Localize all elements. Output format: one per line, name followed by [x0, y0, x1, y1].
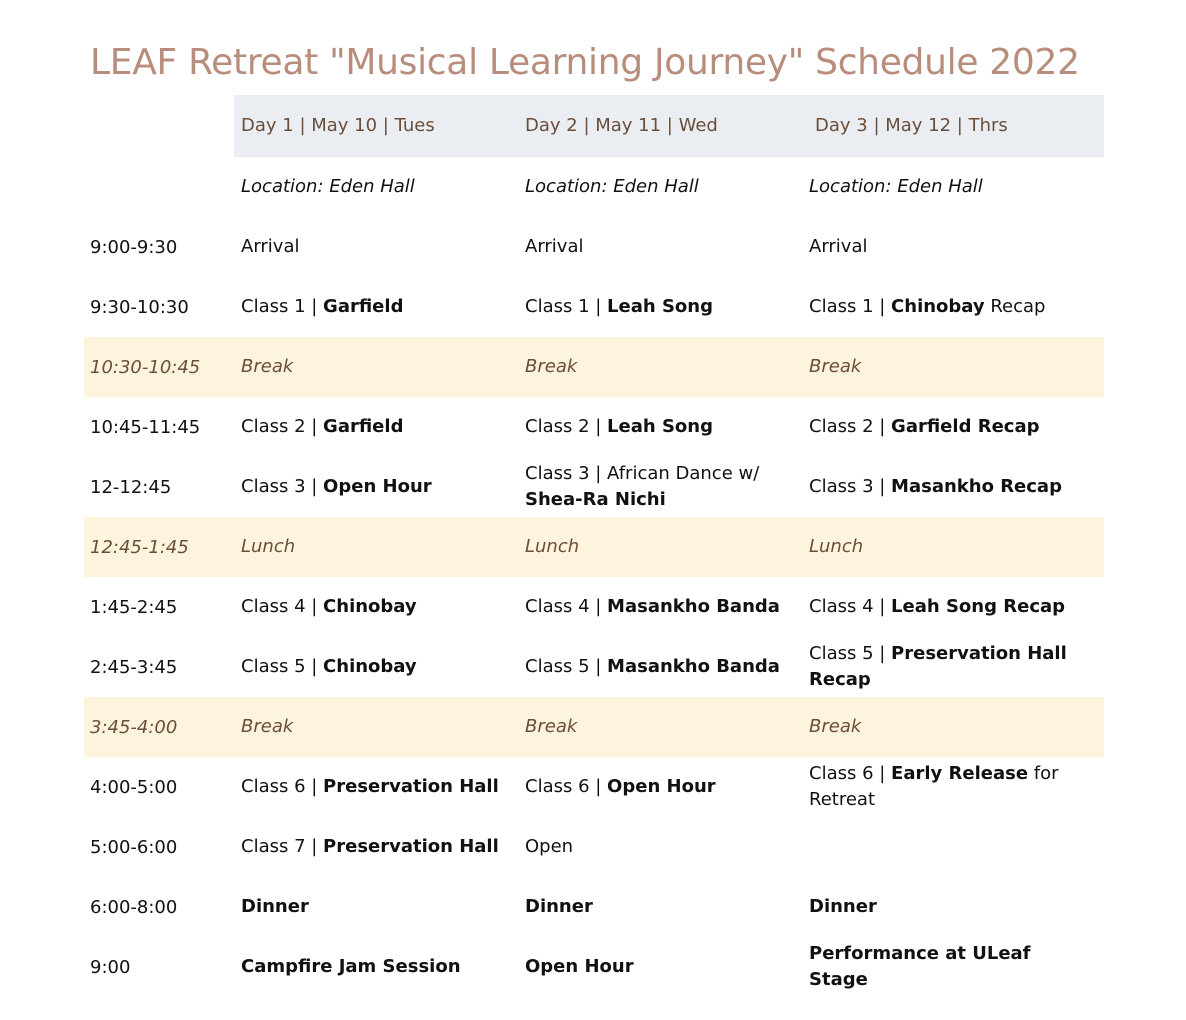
activity-name: Chinobay	[323, 596, 417, 617]
day-3-activity: Class 1 | Chinobay Recap	[809, 296, 1046, 317]
day-1-activity: Class 6 | Preservation Hall	[241, 776, 499, 797]
day-3-activity: Break	[809, 716, 862, 737]
activity-name: Masankho Banda	[607, 656, 780, 677]
location-row	[84, 157, 1104, 217]
activity-name: Garfield	[323, 296, 404, 317]
table-row	[84, 277, 1104, 337]
day-1-activity: Break	[241, 716, 294, 737]
activity-name: Dinner	[809, 896, 877, 917]
day-3-activity: Class 5 | Preservation Hall Recap	[809, 643, 1067, 690]
table-row	[84, 697, 1104, 757]
day-1-activity: Break	[241, 356, 294, 377]
table-header-row	[84, 95, 1104, 157]
activity-name: Leah Song	[607, 416, 713, 437]
time-slot: 10:30-10:45	[90, 356, 201, 378]
day-1-activity: Class 5 | Chinobay	[241, 656, 417, 677]
activity-name: Preservation Hall Recap	[809, 643, 1067, 690]
day-1-location: Location: Eden Hall	[241, 176, 415, 197]
activity-name: Open Hour	[525, 956, 634, 977]
day-1-activity: Class 3 | Open Hour	[241, 476, 432, 497]
table-row	[84, 817, 1104, 877]
day-2-activity: Break	[525, 716, 578, 737]
time-slot: 5:00-6:00	[90, 836, 178, 858]
activity-name: Early Release	[891, 763, 1029, 784]
day-1-activity: Class 1 | Garfield	[241, 296, 404, 317]
activity-name: Garfield	[323, 416, 404, 437]
day-3-activity: Lunch	[809, 536, 864, 557]
time-slot: 10:45-11:45	[90, 416, 201, 438]
day-2-activity	[518, 954, 802, 980]
activity-name: Campfire Jam Session	[241, 956, 461, 977]
activity-name: Open Hour	[323, 476, 432, 497]
day-2-activity: Class 1 | Leah Song	[525, 296, 713, 317]
day-1-activity: Class 2 | Garfield	[241, 416, 404, 437]
day-3-activity: Class 3 | Masankho Recap	[809, 476, 1062, 497]
activity-name: Leah Song	[607, 296, 713, 317]
time-slot: 9:30-10:30	[90, 296, 189, 318]
activity-name: Masankho Recap	[891, 476, 1062, 497]
time-slot: 4:00-5:00	[90, 776, 178, 798]
day-3-activity	[802, 894, 1092, 920]
day-3-header: Day 3 | May 12 | Thrs	[815, 115, 1008, 136]
activity-name: Garfield Recap	[891, 416, 1040, 437]
table-row	[84, 577, 1104, 637]
activity-name: Chinobay	[323, 656, 417, 677]
table-row	[84, 757, 1104, 817]
activity-name: Performance at ULeaf Stage	[809, 943, 1031, 990]
table-row	[84, 937, 1104, 997]
day-2-activity: Arrival	[525, 236, 584, 257]
schedule-table	[84, 95, 1104, 997]
day-2-location: Location: Eden Hall	[525, 176, 699, 197]
time-slot: 12:45-1:45	[90, 536, 189, 558]
day-2-activity	[518, 894, 802, 920]
day-2-activity: Break	[525, 356, 578, 377]
page-title: LEAF Retreat "Musical Learning Journey" Schedule 2022	[90, 42, 1080, 83]
day-2-activity: Lunch	[525, 536, 580, 557]
activity-name: Chinobay	[891, 296, 985, 317]
activity-name: Dinner	[525, 896, 593, 917]
day-1-activity	[234, 894, 518, 920]
day-1-activity	[234, 954, 518, 980]
time-slot: 6:00-8:00	[90, 896, 178, 918]
time-slot: 12-12:45	[90, 476, 172, 498]
day-2-activity: Class 6 | Open Hour	[525, 776, 716, 797]
day-2-activity: Class 2 | Leah Song	[525, 416, 713, 437]
table-row	[84, 637, 1104, 697]
table-row	[84, 457, 1104, 517]
table-row	[84, 397, 1104, 457]
day-2-header: Day 2 | May 11 | Wed	[525, 115, 718, 136]
activity-name: Dinner	[241, 896, 309, 917]
schedule-rows	[84, 217, 1104, 997]
day-3-activity: Class 6 | Early Release for Retreat	[809, 763, 1059, 810]
day-3-location: Location: Eden Hall	[809, 176, 983, 197]
day-3-activity: Break	[809, 356, 862, 377]
time-slot: 3:45-4:00	[90, 716, 178, 738]
day-1-activity: Class 7 | Preservation Hall	[241, 836, 499, 857]
day-1-header: Day 1 | May 10 | Tues	[241, 115, 435, 136]
activity-name: Shea-Ra Nichi	[525, 489, 666, 510]
day-3-activity: Class 4 | Leah Song Recap	[809, 596, 1066, 617]
table-row	[84, 877, 1104, 937]
day-2-activity: Open	[525, 836, 574, 857]
day-1-activity: Class 4 | Chinobay	[241, 596, 417, 617]
day-3-activity: Class 2 | Garfield Recap	[809, 416, 1040, 437]
activity-name: Preservation Hall	[323, 836, 499, 857]
activity-name: Preservation Hall	[323, 776, 499, 797]
time-slot: 2:45-3:45	[90, 656, 178, 678]
table-row	[84, 217, 1104, 277]
activity-name: Masankho Banda	[607, 596, 780, 617]
table-row	[84, 517, 1104, 577]
day-2-activity: Class 3 | African Dance w/ Shea-Ra Nichi	[525, 463, 760, 510]
day-3-activity	[802, 941, 1092, 993]
day-1-activity: Arrival	[241, 236, 300, 257]
day-1-activity: Lunch	[241, 536, 296, 557]
day-2-activity: Class 5 | Masankho Banda	[525, 656, 780, 677]
table-row	[84, 337, 1104, 397]
day-3-activity: Arrival	[809, 236, 868, 257]
day-2-activity: Class 4 | Masankho Banda	[525, 596, 780, 617]
activity-name: Open Hour	[607, 776, 716, 797]
activity-name: Leah Song Recap	[891, 596, 1066, 617]
time-slot: 1:45-2:45	[90, 596, 178, 618]
time-slot: 9:00	[90, 956, 131, 978]
time-slot: 9:00-9:30	[90, 236, 178, 258]
